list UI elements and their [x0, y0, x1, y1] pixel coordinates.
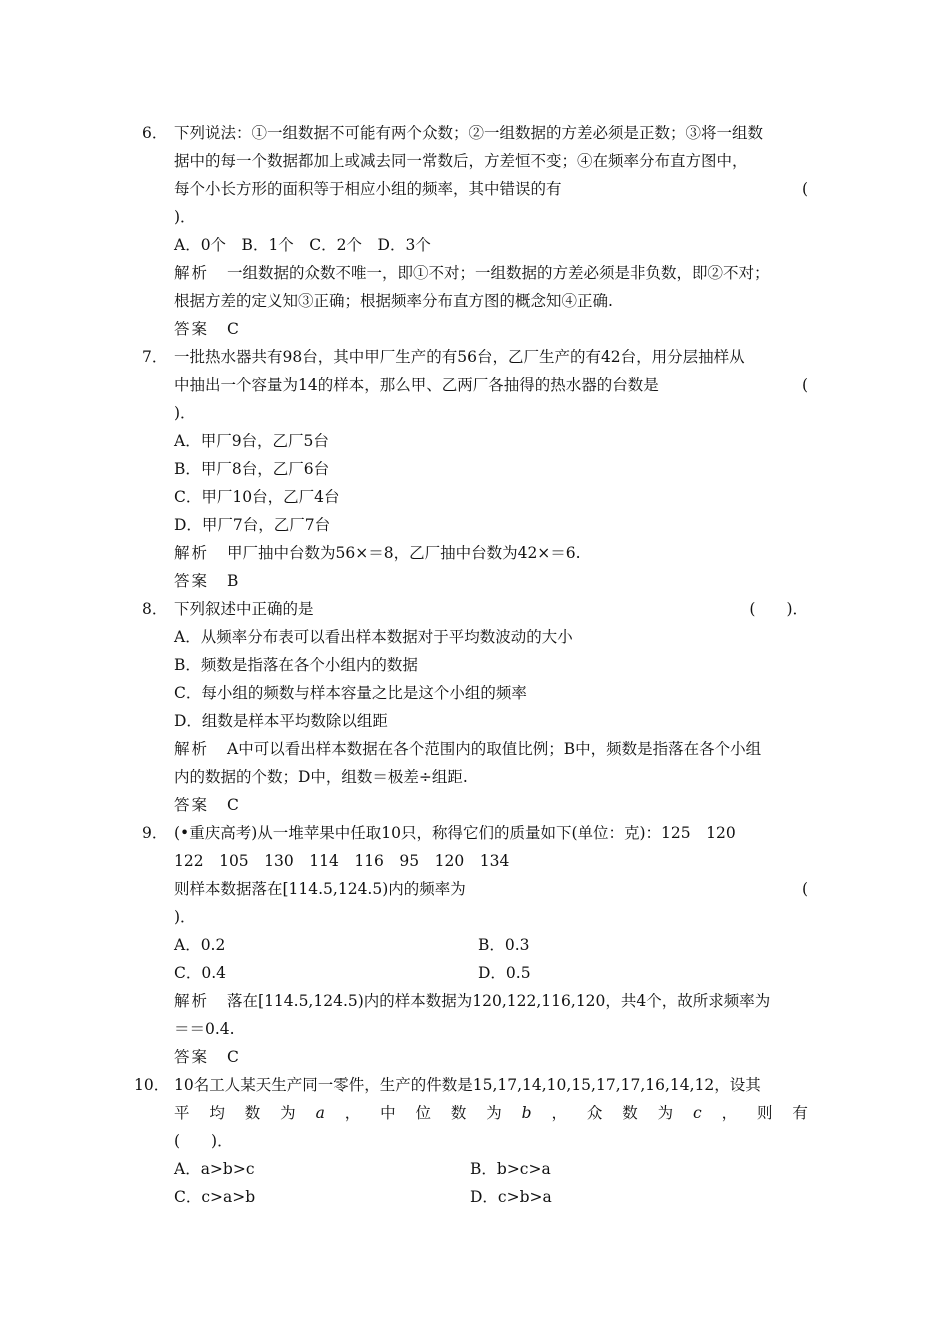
q7-line-3: )． [174, 404, 196, 422]
q6-options: A．0个 B．1个 C．2个 D．3个 [174, 236, 431, 254]
q6-analysis-text: 一组数据的众数不唯一，即①不对；一组数据的方差必须是非负数，即②不对； [227, 264, 770, 282]
q10-var-b: b [521, 1104, 532, 1122]
q10-word: ， [721, 1104, 738, 1122]
q10-word: 则 [756, 1104, 773, 1122]
q10-word: 数 [450, 1104, 467, 1122]
q9-line-4: )． [174, 908, 196, 926]
q7-option-a: A．甲厂9台，乙厂5台 [174, 432, 329, 450]
analysis-label: 解析 [174, 264, 210, 282]
q8-analysis-line-2: 内的数据的个数；D中，组数＝极差÷组距. [174, 768, 468, 786]
answer-label: 答案 [174, 572, 210, 590]
q10-option-d: D．c>b>a [470, 1188, 552, 1206]
analysis-label: 解析 [174, 740, 210, 758]
q6-line-2: 据中的每一个数据都加上或减去同一常数后，方差恒不变；④在频率分布直方图中， [174, 152, 748, 170]
answer-label: 答案 [174, 320, 210, 338]
q7-line-2: 中抽出一个容量为14的样本，那么甲、乙两厂各抽得的热水器的台数是 [174, 376, 659, 394]
answer-label: 答案 [174, 1048, 210, 1066]
q7-option-c: C．甲厂10台，乙厂4台 [174, 488, 340, 506]
q9-line-2: 122 105 130 114 116 95 120 134 [174, 852, 510, 870]
q7-option-d: D．甲厂7台，乙厂7台 [174, 516, 331, 534]
q10-option-c: C．c>a>b [174, 1188, 256, 1206]
q9-line-3: 则样本数据落在[114.5,124.5)内的频率为 [174, 880, 466, 898]
q6-analysis-line-2: 根据方差的定义知③正确；根据频率分布直方图的概念知④正确. [174, 292, 613, 310]
q6-answer [174, 319, 239, 339]
answer-label: 答案 [174, 796, 210, 814]
q9-option-b: B．0.3 [478, 936, 530, 954]
q7-answer-value: B [227, 572, 239, 590]
q9-option-a: A．0.2 [174, 936, 226, 954]
q8-line-1: 下列叙述中正确的是 [174, 600, 314, 618]
analysis-label: 解析 [174, 544, 210, 562]
q8-analysis-line-1 [174, 739, 761, 759]
q9-line-1: (•重庆高考)从一堆苹果中任取10只，称得它们的质量如下(单位：克)：125 120 [174, 824, 736, 842]
analysis-label: 解析 [174, 992, 210, 1010]
q10-option-a: A．a>b>c [174, 1160, 255, 1178]
q8-option-c: C．每小组的频数与样本容量之比是这个小组的频率 [174, 684, 527, 702]
q9-answer-value: C [227, 1048, 239, 1066]
q8-number: 8． [142, 600, 168, 618]
q6-line-4: )． [174, 208, 196, 226]
q7-paren: ( [801, 376, 808, 394]
q6-analysis-line-1 [174, 263, 770, 283]
q9-option-d: D．0.5 [478, 964, 531, 982]
q10-word: 为 [280, 1104, 296, 1122]
q10-var-c: c [693, 1104, 702, 1122]
q10-var-a: a [315, 1104, 325, 1122]
q6-paren: ( [801, 180, 808, 198]
q6-answer-value: C [227, 320, 239, 338]
q10-word: 中 [380, 1104, 396, 1122]
q10-word: 为 [657, 1104, 674, 1122]
q8-option-d: D．组数是样本平均数除以组距 [174, 712, 388, 730]
q10-word: 有 [792, 1104, 808, 1122]
q10-word: 均 [209, 1104, 225, 1122]
q7-analysis [174, 543, 581, 563]
q7-line-1: 一批热水器共有98台，其中甲厂生产的有56台，乙厂生产的有42台，用分层抽样从 [174, 348, 745, 366]
q7-option-b: B．甲厂8台，乙厂6台 [174, 460, 330, 478]
q9-number: 9． [142, 824, 168, 842]
q10-option-b: B．b>c>a [470, 1160, 551, 1178]
q10-line-1: 10名工人某天生产同一零件，生产的件数是15,17,14,10,15,17,17,16,14,12，设其 [174, 1076, 761, 1094]
q9-analysis-text: 落在[114.5,124.5)内的样本数据为120,122,116,120，共4个，故所求频率为 [227, 992, 771, 1010]
q10-word: ， [551, 1104, 567, 1122]
q10-word: 位 [415, 1104, 431, 1122]
q9-answer [174, 1047, 239, 1067]
q8-option-b: B．频数是指落在各个小组内的数据 [174, 656, 418, 674]
q6-line-3: 每个小长方形的面积等于相应小组的频率，其中错误的有 [174, 180, 562, 198]
q8-answer-value: C [227, 796, 239, 814]
q8-option-a: A．从频率分布表可以看出样本数据对于平均数波动的大小 [174, 628, 573, 646]
q10-word: 众 [586, 1104, 603, 1122]
q10-word: ， [344, 1104, 361, 1122]
q8-paren: ( )． [749, 600, 808, 618]
q8-analysis-text: A中可以看出样本数据在各个范围内的取值比例；B中，频数是指落在各个小组 [227, 740, 762, 758]
q9-paren: ( [801, 880, 808, 898]
q7-answer [174, 571, 238, 591]
q9-option-c: C．0.4 [174, 964, 227, 982]
q7-number: 7． [142, 348, 168, 366]
q8-answer [174, 795, 239, 815]
q9-analysis-line-2: ＝＝0.4. [174, 1020, 235, 1038]
q10-line-3: ( )． [174, 1132, 233, 1150]
q10-line-2 [174, 1103, 808, 1123]
q10-word: 为 [486, 1104, 502, 1122]
q10-word: 数 [244, 1104, 261, 1122]
q10-word: 数 [622, 1104, 638, 1122]
q7-analysis-text: 甲厂抽中台数为56×＝8，乙厂抽中台数为42×＝6. [227, 544, 581, 562]
q6-number: 6． [142, 124, 168, 142]
q6-line-1: 下列说法：①一组数据不可能有两个众数；②一组数据的方差必须是正数；③将一组数 [174, 124, 764, 142]
q10-word: 平 [174, 1104, 190, 1122]
q9-analysis-line-1 [174, 991, 770, 1011]
q10-number: 10． [134, 1076, 170, 1094]
